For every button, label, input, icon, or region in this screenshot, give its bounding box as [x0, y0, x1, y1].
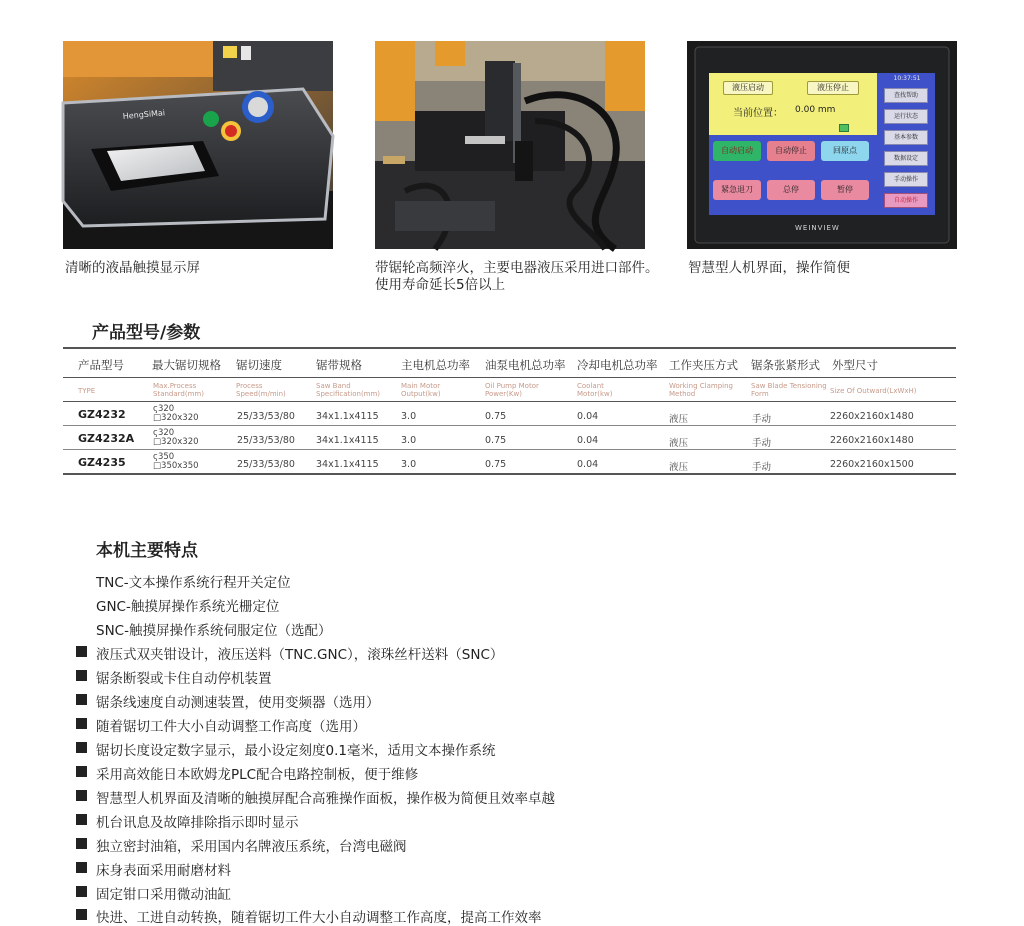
hmi-side-button: 自动操作: [884, 193, 928, 208]
cell-coolant-motor: 0.04: [577, 411, 599, 422]
hmi-side-button: 运行状态: [884, 109, 928, 124]
column-header-en: Oil Pump Motor: [485, 382, 539, 390]
cell-capacity-round: ς320: [153, 428, 175, 438]
features-section-title: 本机主要特点: [96, 541, 198, 561]
spec-section-title: 产品型号/参数: [92, 323, 201, 343]
column-header-en: Standard(mm): [153, 390, 204, 398]
cell-main-motor: 3.0: [401, 411, 417, 422]
column-header-en: Process: [236, 382, 263, 390]
column-header: 外型尺寸: [832, 358, 878, 372]
hmi-auto-start-button: 自动启动: [713, 141, 761, 161]
cell-capacity-round: ς350: [153, 452, 175, 462]
cell-tension: 手动: [752, 438, 772, 449]
bullet-square-icon: [76, 790, 87, 801]
cell-clamping: 液压: [669, 462, 689, 473]
column-header-en: Power(Kw): [485, 390, 522, 398]
column-header-en: Form: [751, 390, 769, 398]
bullet-square-icon: [76, 909, 87, 920]
hmi-brand-logo: WEINVIEW: [795, 224, 840, 232]
bullet-square-icon: [76, 862, 87, 873]
table-header-rule: [63, 377, 956, 378]
column-header: 工作夹压方式: [669, 358, 738, 372]
cell-model: GZ4232A: [78, 432, 135, 445]
feature-item: 锯条断裂或卡住自动停机装置: [96, 671, 272, 687]
caption-line: 使用寿命延长5倍以上: [375, 277, 506, 293]
hydraulic-mechanism-illustration: [375, 41, 645, 249]
feature-item: 液压式双夹钳设计，液压送料（TNC.GNC），滚珠丝杆送料（SNC）: [96, 647, 504, 663]
hmi-side-button: 数据设定: [884, 151, 928, 166]
cell-speed: 25/33/53/80: [237, 411, 295, 422]
hmi-position-value: 0.00 mm: [795, 105, 836, 115]
bullet-square-icon: [76, 838, 87, 849]
hmi-side-button: 基本参数: [884, 130, 928, 145]
cell-capacity-square: □320x320: [153, 413, 199, 423]
hmi-side-menu: [884, 88, 928, 214]
cell-coolant-motor: 0.04: [577, 459, 599, 470]
table-row-rule: [63, 449, 956, 450]
hydraulic-mechanism-photo: [375, 41, 645, 249]
column-header-en: Motor(kw): [577, 390, 613, 398]
cell-coolant-motor: 0.04: [577, 435, 599, 446]
feature-item: GNC-触摸屏操作系统光栅定位: [96, 599, 280, 615]
cell-size: 2260x2160x1500: [830, 459, 914, 470]
cell-pump-motor: 0.75: [485, 459, 507, 470]
hmi-pump-start-button: 液压启动: [723, 81, 773, 95]
column-header-en: Size Of Outward(LxWxH): [830, 387, 917, 395]
feature-item: 随着锯切工件大小自动调整工作高度（选用）: [96, 719, 366, 735]
feature-item: 快进、工进自动转换，随着锯切工件大小自动调整工作高度，提高工作效率: [96, 910, 542, 926]
table-subheader-rule: [63, 401, 956, 402]
cell-tension: 手动: [752, 462, 772, 473]
caption-touch-display: 清晰的液晶触摸显示屏: [65, 260, 200, 276]
hmi-pump-stop-button: 液压停止: [807, 81, 859, 95]
hmi-side-button: 查找帮助: [884, 88, 928, 103]
bullet-square-icon: [76, 694, 87, 705]
feature-item: 锯条线速度自动测速装置，使用变频器（选用）: [96, 695, 380, 711]
bullet-square-icon: [76, 766, 87, 777]
feature-item: 床身表面采用耐磨材料: [96, 863, 231, 879]
cell-pump-motor: 0.75: [485, 411, 507, 422]
bullet-square-icon: [76, 886, 87, 897]
column-header: 最大锯切规格: [152, 358, 221, 372]
table-bottom-rule: [63, 473, 956, 475]
hmi-position-label: 当前位置：: [733, 108, 783, 119]
table-top-rule: [63, 347, 956, 349]
column-header: 锯条张紧形式: [751, 358, 820, 372]
feature-item: 锯切长度设定数字显示，最小设定刻度0.1毫米，适用文本操作系统: [96, 743, 496, 759]
column-header-en: Coolant: [577, 382, 604, 390]
column-header-en: Speed(m/min): [236, 390, 286, 398]
bullet-square-icon: [76, 742, 87, 753]
cell-band: 34x1.1x4115: [316, 411, 379, 422]
column-header: 锯切速度: [236, 358, 282, 372]
feature-item: TNC-文本操作系统行程开关定位: [96, 575, 291, 591]
hmi-time: 10:37:51: [893, 75, 921, 82]
cell-model: GZ4235: [78, 456, 126, 469]
column-header: 冷却电机总功率: [577, 358, 658, 372]
cell-size: 2260x2160x1480: [830, 435, 914, 446]
caption-line: 带锯轮高频淬火，主要电器液压采用进口部件。: [375, 260, 659, 276]
column-header-en: Saw Band: [316, 382, 351, 390]
column-header-en: Output(kw): [401, 390, 441, 398]
cell-model: GZ4232: [78, 408, 126, 421]
cell-clamping: 液压: [669, 438, 689, 449]
hmi-emergency-button: 紧急退刀: [713, 180, 761, 200]
cell-capacity-square: □320x320: [153, 437, 199, 447]
feature-item: SNC-触摸屏操作系统伺服定位（选配）: [96, 623, 332, 639]
column-header-en: Method: [669, 390, 696, 398]
hmi-side-button: 手动操作: [884, 172, 928, 187]
bullet-square-icon: [76, 814, 87, 825]
cell-main-motor: 3.0: [401, 459, 417, 470]
table-row-rule: [63, 425, 956, 426]
hmi-auto-stop-button: 自动停止: [767, 141, 815, 161]
column-header-en: Max.Process: [153, 382, 197, 390]
cell-tension: 手动: [752, 414, 772, 425]
column-header: 产品型号: [78, 358, 124, 372]
cell-band: 34x1.1x4115: [316, 459, 379, 470]
caption-hmi: 智慧型人机界面，操作简便: [688, 260, 850, 276]
column-header-en: Saw Blade Tensioning: [751, 382, 827, 390]
cell-capacity-square: □350x350: [153, 461, 199, 471]
hmi-status-indicator: [839, 124, 849, 132]
hmi-total-stop-button: 总停: [767, 180, 815, 200]
cell-speed: 25/33/53/80: [237, 435, 295, 446]
bullet-square-icon: [76, 670, 87, 681]
column-header: 油泵电机总功率: [485, 358, 566, 372]
cell-band: 34x1.1x4115: [316, 435, 379, 446]
cell-main-motor: 3.0: [401, 435, 417, 446]
cell-clamping: 液压: [669, 414, 689, 425]
feature-item: 智慧型人机界面及清晰的触摸屏配合高雅操作面板，操作极为简便且效率卓越: [96, 791, 555, 807]
cell-pump-motor: 0.75: [485, 435, 507, 446]
column-header-en: TYPE: [78, 387, 96, 395]
bullet-square-icon: [76, 646, 87, 657]
column-header-en: Working Clamping: [669, 382, 733, 390]
caption-hydraulic-parts: [375, 260, 675, 294]
control-panel-photo: [63, 41, 333, 249]
column-header: 锯带规格: [316, 358, 362, 372]
column-header-en: Specification(mm): [316, 390, 381, 398]
column-header: 主电机总功率: [401, 358, 470, 372]
cell-size: 2260x2160x1480: [830, 411, 914, 422]
cell-capacity-round: ς320: [153, 404, 175, 414]
hmi-home-button: 回原点: [821, 141, 869, 161]
feature-item: 独立密封油箱，采用国内名牌液压系统，台湾电磁阀: [96, 839, 407, 855]
cell-speed: 25/33/53/80: [237, 459, 295, 470]
feature-item: 机台讯息及故障排除指示即时显示: [96, 815, 299, 831]
panel-brand-text: HengSiMai: [122, 108, 166, 121]
hmi-pause-button: 暂停: [821, 180, 869, 200]
hmi-screen-photo: [687, 41, 957, 249]
column-header-en: Main Motor: [401, 382, 441, 390]
control-panel-illustration: [63, 41, 333, 249]
feature-item: 采用高效能日本欧姆龙PLC配合电路控制板，便于维修: [96, 767, 419, 783]
feature-item: 固定钳口采用微动油缸: [96, 887, 231, 903]
bullet-square-icon: [76, 718, 87, 729]
